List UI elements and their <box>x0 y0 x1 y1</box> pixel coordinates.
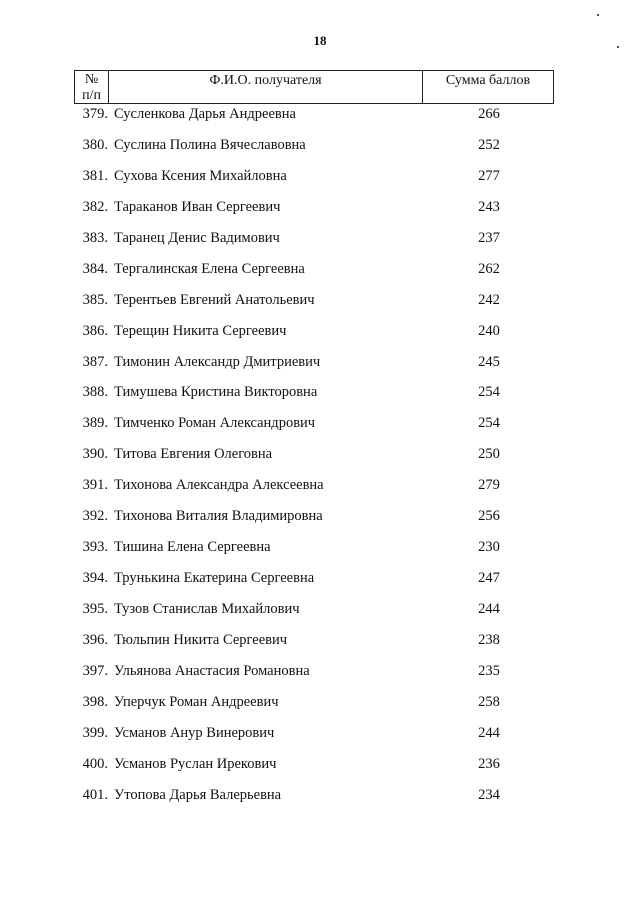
row-number: 400. <box>82 755 108 772</box>
table-row <box>74 321 554 352</box>
score-value: 277 <box>478 167 500 184</box>
recipient-name: Терентьев Евгений Анатольевич <box>114 291 315 308</box>
score-value: 238 <box>478 631 500 648</box>
table-header <box>74 70 554 104</box>
row-number: 382. <box>82 198 108 215</box>
row-number: 379. <box>82 106 108 122</box>
header-name-label: Ф.И.О. получателя <box>209 73 322 88</box>
row-number: 391. <box>82 477 108 494</box>
recipient-name: Тимушева Кристина Викторовна <box>114 384 318 401</box>
header-score-label: Сумма баллов <box>445 73 531 88</box>
page-number: 18 <box>313 33 327 48</box>
scan-speck <box>617 46 619 48</box>
row-number: 383. <box>82 229 108 246</box>
row-number: 396. <box>82 631 108 648</box>
scan-speck <box>597 14 599 16</box>
score-value: 279 <box>478 477 500 494</box>
row-number: 401. <box>82 786 108 803</box>
row-number: 380. <box>82 136 108 153</box>
table-body <box>74 104 554 816</box>
recipient-name: Тимченко Роман Александрович <box>114 415 316 432</box>
row-number: 394. <box>82 570 108 587</box>
row-number: 393. <box>82 539 108 556</box>
score-value: 242 <box>478 291 500 308</box>
recipient-name: Тюльпин Никита Сергеевич <box>114 631 288 648</box>
recipient-name: Ульянова Анастасия Романовна <box>114 662 310 679</box>
recipient-name: Тимонин Александр Дмитриевич <box>114 353 321 370</box>
recipient-name: Сухова Ксения Михайловна <box>114 167 287 184</box>
row-number: 385. <box>82 291 108 308</box>
score-value: 236 <box>478 755 500 772</box>
score-value: 258 <box>478 693 500 710</box>
row-number: 389. <box>82 415 108 432</box>
row-number: 392. <box>82 508 108 525</box>
table-row <box>74 135 554 166</box>
row-number: 384. <box>82 260 108 277</box>
table-row <box>74 259 554 290</box>
table-row <box>74 785 554 816</box>
row-number: 390. <box>82 446 108 463</box>
recipient-name: Тихонова Виталия Владимировна <box>114 508 323 525</box>
table-row <box>74 723 554 754</box>
score-value: 247 <box>478 570 500 587</box>
score-value: 250 <box>478 446 500 463</box>
recipient-name: Тузов Станислав Михайлович <box>114 601 300 617</box>
table-row <box>74 754 554 785</box>
recipient-name: Утопова Дарья Валерьевна <box>114 786 282 803</box>
table-row <box>74 197 554 228</box>
table-row <box>74 537 554 568</box>
table-row <box>74 506 554 537</box>
recipient-name: Усманов Анур Винерович <box>114 724 275 741</box>
table-row <box>74 568 554 599</box>
score-value: 235 <box>478 662 500 679</box>
score-value: 262 <box>478 260 500 277</box>
table-row <box>74 166 554 197</box>
recipient-name: Тергалинская Елена Сергеевна <box>114 260 305 277</box>
score-value: 252 <box>478 136 500 153</box>
recipient-name: Тихонова Александра Алексеевна <box>114 477 324 494</box>
row-number: 381. <box>82 167 108 184</box>
score-value: 234 <box>478 786 500 803</box>
row-number: 388. <box>82 384 108 401</box>
table-row <box>74 630 554 661</box>
table-row <box>74 228 554 259</box>
table-row <box>74 352 554 383</box>
row-number: 386. <box>82 322 108 339</box>
score-value: 254 <box>478 415 500 432</box>
table-row <box>74 599 554 630</box>
table-row <box>74 475 554 506</box>
header-score-cell <box>423 71 553 103</box>
score-value: 256 <box>478 508 500 525</box>
table-row <box>74 290 554 321</box>
recipient-name: Таранец Денис Вадимович <box>114 229 280 246</box>
recipient-name: Тишина Елена Сергеевна <box>114 539 271 556</box>
score-value: 244 <box>478 724 500 741</box>
score-value: 245 <box>478 353 500 370</box>
row-number: 397. <box>82 662 108 679</box>
recipient-name: Суслина Полина Вячеславовна <box>114 136 306 153</box>
row-number: 399. <box>82 724 108 741</box>
header-name-cell <box>109 71 423 103</box>
header-num-cell <box>75 71 109 103</box>
table-row <box>74 661 554 692</box>
table-row <box>74 104 554 135</box>
header-num-label: № <box>84 72 99 87</box>
row-number: 398. <box>82 693 108 710</box>
recipient-name: Уперчук Роман Андреевич <box>114 693 279 710</box>
table-row <box>74 692 554 723</box>
recipient-name: Терещин Никита Сергеевич <box>114 322 287 339</box>
table-row <box>74 382 554 413</box>
header-num-sublabel: п/п <box>82 88 101 103</box>
score-value: 230 <box>478 539 500 556</box>
score-value: 243 <box>478 198 500 215</box>
row-number: 395. <box>82 601 108 617</box>
recipient-name: Титова Евгения Олеговна <box>114 446 273 463</box>
score-value: 244 <box>478 601 500 617</box>
table-row <box>74 444 554 475</box>
recipient-name: Сусленкова Дарья Андреевна <box>114 106 296 122</box>
table-row <box>74 413 554 444</box>
recipient-name: Усманов Руслан Ирекович <box>114 755 277 772</box>
score-value: 266 <box>478 106 500 122</box>
score-value: 237 <box>478 229 500 246</box>
row-number: 387. <box>82 353 108 370</box>
recipient-name: Тараканов Иван Сергеевич <box>114 198 281 215</box>
score-value: 254 <box>478 384 500 401</box>
score-value: 240 <box>478 322 500 339</box>
recipient-name: Трунькина Екатерина Сергеевна <box>114 570 315 587</box>
